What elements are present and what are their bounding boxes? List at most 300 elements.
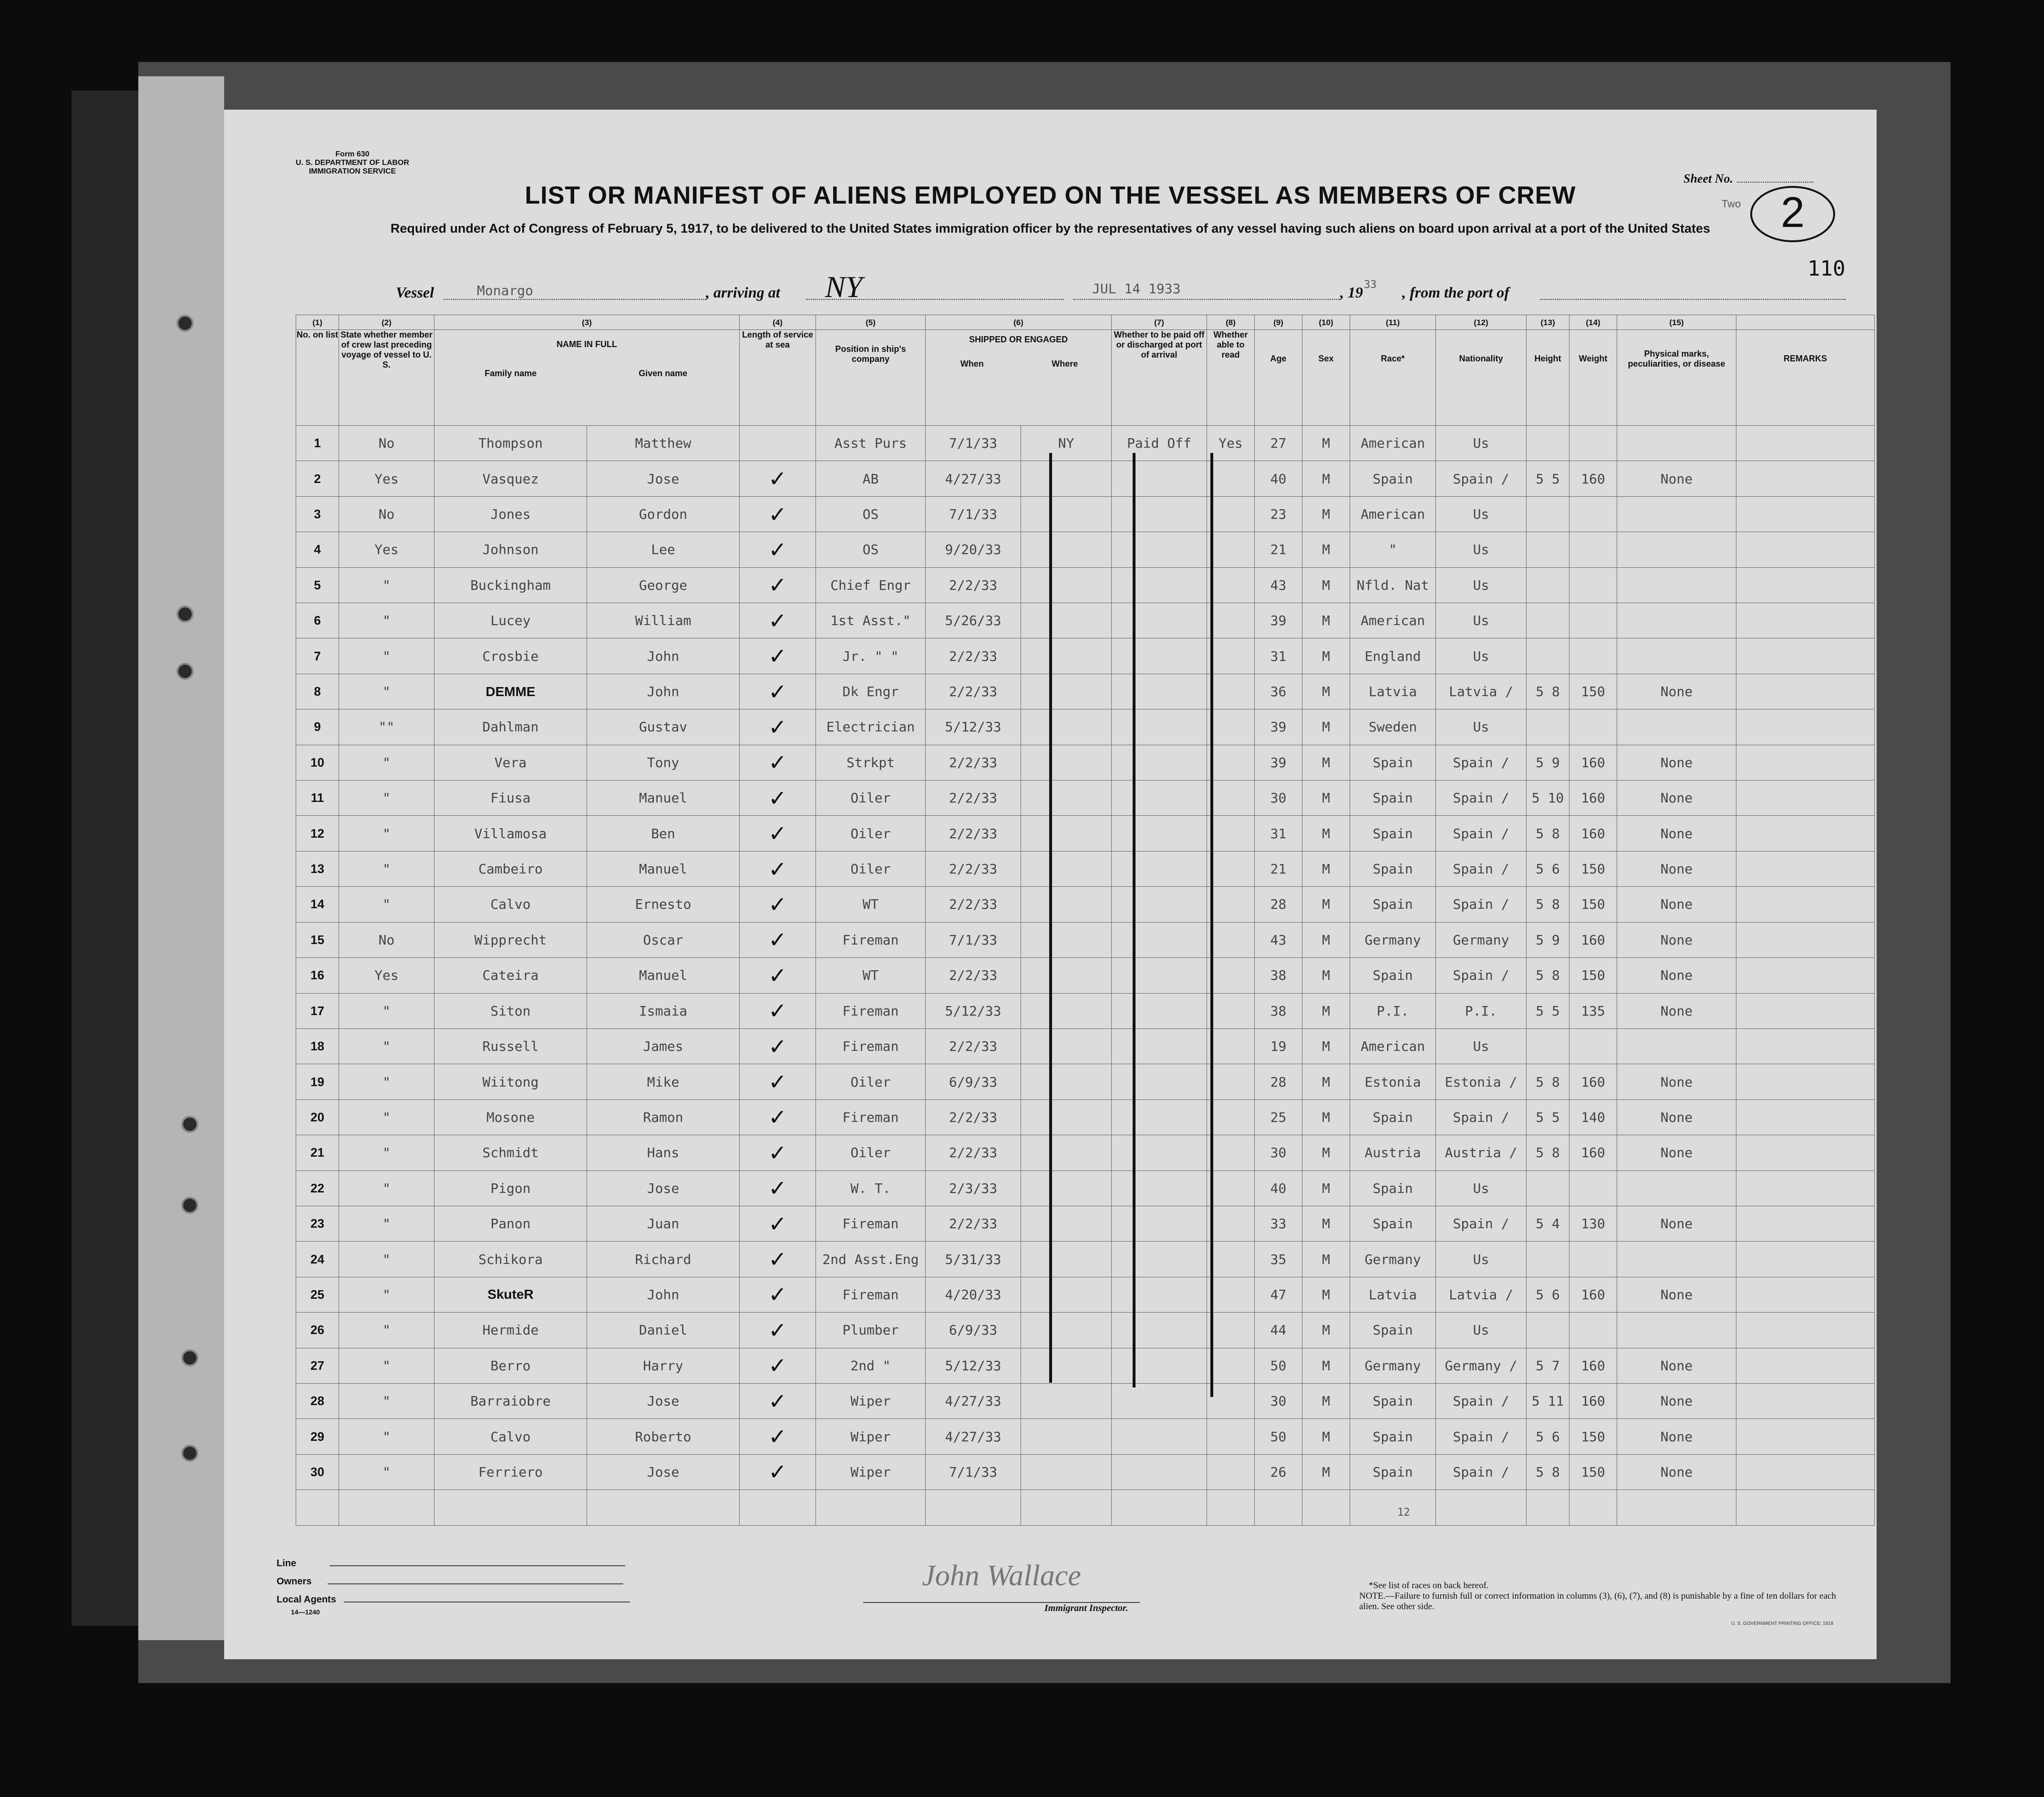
cell-sex: M — [1302, 1028, 1350, 1064]
cell-no: 18 — [296, 1028, 339, 1064]
cell-race: American — [1350, 426, 1436, 461]
table-row — [296, 426, 1875, 461]
cell-read — [1207, 780, 1255, 816]
cell-read — [1207, 1135, 1255, 1171]
cell-prev: " — [339, 816, 434, 851]
cell-prev: " — [339, 638, 434, 674]
binder-hole — [176, 606, 194, 623]
cell-age: 31 — [1255, 638, 1302, 674]
cell-read — [1207, 1064, 1255, 1099]
cell-where — [1021, 922, 1112, 957]
cell-given: Richard — [587, 1242, 740, 1277]
cell-remarks — [1736, 1135, 1875, 1171]
cell-nat: Spain / — [1436, 816, 1527, 851]
cell-weight: 160 — [1569, 1383, 1617, 1418]
cell-where — [1021, 496, 1112, 532]
table-row — [296, 816, 1875, 851]
table-row — [296, 1135, 1875, 1171]
cell-sex: M — [1302, 532, 1350, 567]
binder-hole — [176, 663, 194, 680]
cell-where — [1021, 1028, 1112, 1064]
cell-race: Spain — [1350, 1419, 1436, 1454]
cell-weight: 135 — [1569, 993, 1617, 1028]
cell-race: Germany — [1350, 922, 1436, 957]
header-remarks: REMARKS — [1736, 330, 1875, 426]
cell-marks: None — [1617, 745, 1736, 780]
vessel-line — [396, 270, 1850, 308]
cell-weight: 150 — [1569, 674, 1617, 709]
inspector-label: Immigrant Inspector. — [1044, 1603, 1128, 1613]
cell-service: ✓ — [740, 1383, 816, 1418]
cell-nat: Spain / — [1436, 851, 1527, 886]
cell-prev: " — [339, 1242, 434, 1277]
cell-nat: Us — [1436, 1313, 1527, 1348]
cell-remarks — [1736, 958, 1875, 993]
cell-no: 5 — [296, 567, 339, 603]
cell-blank — [1736, 1490, 1875, 1526]
cell-sex: M — [1302, 1419, 1350, 1454]
cell-given: Lee — [587, 532, 740, 567]
cell-prev: " — [339, 1348, 434, 1383]
cell-paid — [1112, 1242, 1207, 1277]
cell-remarks — [1736, 1313, 1875, 1348]
date-fill-line — [1073, 299, 1340, 300]
cell-given: Ramon — [587, 1099, 740, 1135]
cell-nat: Spain / — [1436, 958, 1527, 993]
header-physical-marks: Physical marks, peculiarities, or disease — [1617, 330, 1736, 426]
cell-position: 1st Asst." — [816, 603, 926, 638]
note-races: *See list of races on back hereof. — [1369, 1581, 1489, 1591]
cell-no: 23 — [296, 1206, 339, 1241]
cell-no: 1 — [296, 426, 339, 461]
cell-paid — [1112, 816, 1207, 851]
cell-where — [1021, 1419, 1112, 1454]
cell-height: 5 9 — [1527, 922, 1569, 957]
header-nationality: Nationality — [1436, 330, 1527, 426]
cell-race: Spain — [1350, 1313, 1436, 1348]
cell-sex: M — [1302, 922, 1350, 957]
cell-prev: " — [339, 1064, 434, 1099]
cell-where: NY — [1021, 426, 1112, 461]
cell-height — [1527, 709, 1569, 745]
binder-hole — [181, 1349, 198, 1366]
cell-prev: Yes — [339, 461, 434, 496]
cell-when: 2/2/33 — [926, 745, 1021, 780]
cell-age: 43 — [1255, 567, 1302, 603]
cell-blank — [1255, 1490, 1302, 1526]
cell-age: 36 — [1255, 674, 1302, 709]
cell-service: ✓ — [740, 1135, 816, 1171]
cell-position: OS — [816, 496, 926, 532]
cell-height — [1527, 1242, 1569, 1277]
cell-no: 13 — [296, 851, 339, 886]
cell-when: 7/1/33 — [926, 922, 1021, 957]
cell-weight — [1569, 709, 1617, 745]
cell-race: Spain — [1350, 958, 1436, 993]
cell-age: 33 — [1255, 1206, 1302, 1241]
cell-read — [1207, 1242, 1255, 1277]
cell-where — [1021, 958, 1112, 993]
cell-given: Jose — [587, 461, 740, 496]
cell-family: Thompson — [434, 426, 587, 461]
cell-paid — [1112, 1348, 1207, 1383]
cell-given: Tony — [587, 745, 740, 780]
cell-service: ✓ — [740, 1277, 816, 1312]
col-num-5: (5) — [816, 315, 926, 330]
cell-remarks — [1736, 1419, 1875, 1454]
cell-nat: Spain / — [1436, 461, 1527, 496]
binder-hole — [181, 1197, 198, 1214]
footer-agents-label: Local Agents — [277, 1594, 336, 1605]
cell-weight: 160 — [1569, 1348, 1617, 1383]
cell-age: 39 — [1255, 709, 1302, 745]
cell-when: 9/20/33 — [926, 532, 1021, 567]
cell-service: ✓ — [740, 603, 816, 638]
cell-weight — [1569, 638, 1617, 674]
cell-when: 2/2/33 — [926, 1206, 1021, 1241]
cell-given: Daniel — [587, 1313, 740, 1348]
cell-age: 19 — [1255, 1028, 1302, 1064]
cell-height — [1527, 1313, 1569, 1348]
cell-prev: " — [339, 1171, 434, 1206]
cell-height — [1527, 1171, 1569, 1206]
cell-where — [1021, 1206, 1112, 1241]
cell-remarks — [1736, 887, 1875, 922]
table-row — [296, 1277, 1875, 1312]
cell-read — [1207, 1099, 1255, 1135]
cell-height: 5 10 — [1527, 780, 1569, 816]
page-number: 110 — [1807, 257, 1846, 281]
cell-service: ✓ — [740, 851, 816, 886]
cell-age: 23 — [1255, 496, 1302, 532]
cell-sex: M — [1302, 461, 1350, 496]
cell-service: ✓ — [740, 1419, 816, 1454]
cell-family: Vera — [434, 745, 587, 780]
cell-family: Cambeiro — [434, 851, 587, 886]
cell-service: ✓ — [740, 958, 816, 993]
cell-nat: Us — [1436, 1242, 1527, 1277]
cell-marks: None — [1617, 958, 1736, 993]
cell-when: 2/2/33 — [926, 638, 1021, 674]
cell-marks — [1617, 1028, 1736, 1064]
cell-family: Ferriero — [434, 1454, 587, 1489]
cell-where — [1021, 887, 1112, 922]
cell-height: 5 7 — [1527, 1348, 1569, 1383]
cell-read — [1207, 745, 1255, 780]
cell-sex: M — [1302, 674, 1350, 709]
cell-race: American — [1350, 496, 1436, 532]
cell-marks: None — [1617, 461, 1736, 496]
ditto-line-where — [1049, 453, 1052, 1383]
cell-marks — [1617, 567, 1736, 603]
cell-marks — [1617, 709, 1736, 745]
cell-read — [1207, 496, 1255, 532]
cell-marks — [1617, 1313, 1736, 1348]
cell-given: Ismaia — [587, 993, 740, 1028]
cell-remarks — [1736, 1348, 1875, 1383]
cell-age: 39 — [1255, 745, 1302, 780]
cell-marks: None — [1617, 674, 1736, 709]
cell-sex: M — [1302, 603, 1350, 638]
cell-weight — [1569, 1242, 1617, 1277]
cell-position: Jr. " " — [816, 638, 926, 674]
cell-weight — [1569, 532, 1617, 567]
cell-race: Spain — [1350, 745, 1436, 780]
cell-service: ✓ — [740, 709, 816, 745]
cell-service: ✓ — [740, 1454, 816, 1489]
cell-remarks — [1736, 674, 1875, 709]
table-row — [296, 922, 1875, 957]
cell-remarks — [1736, 1064, 1875, 1099]
cell-service: ✓ — [740, 1099, 816, 1135]
cell-when: 2/2/33 — [926, 1028, 1021, 1064]
cell-where — [1021, 1135, 1112, 1171]
cell-weight: 160 — [1569, 816, 1617, 851]
cell-read — [1207, 603, 1255, 638]
table-row — [296, 674, 1875, 709]
cell-age: 28 — [1255, 1064, 1302, 1099]
col-num-remarks — [1736, 315, 1875, 330]
cell-position: Wiper — [816, 1454, 926, 1489]
cell-when: 7/1/33 — [926, 496, 1021, 532]
col-num-9: (9) — [1255, 315, 1302, 330]
cell-where — [1021, 1064, 1112, 1099]
binder-hole — [181, 1445, 198, 1462]
col-num-7: (7) — [1112, 315, 1207, 330]
cell-sex: M — [1302, 496, 1350, 532]
cell-weight: 140 — [1569, 1099, 1617, 1135]
cell-weight: 160 — [1569, 745, 1617, 780]
cell-height: 5 8 — [1527, 958, 1569, 993]
cell-where — [1021, 1099, 1112, 1135]
cell-family: Calvo — [434, 1419, 587, 1454]
cell-read — [1207, 1383, 1255, 1418]
cell-read — [1207, 1206, 1255, 1241]
table-row — [296, 603, 1875, 638]
cell-age: 40 — [1255, 461, 1302, 496]
cell-read — [1207, 816, 1255, 851]
cell-remarks — [1736, 426, 1875, 461]
cell-position: Fireman — [816, 1028, 926, 1064]
table-row — [296, 851, 1875, 886]
cell-marks: None — [1617, 1277, 1736, 1312]
binder-hole — [181, 1116, 198, 1133]
cell-weight — [1569, 603, 1617, 638]
column-number-row — [296, 315, 1875, 330]
cell-position: Wiper — [816, 1383, 926, 1418]
arriving-label: , arriving at — [706, 284, 780, 301]
table-row — [296, 1099, 1875, 1135]
cell-family: Buckingham — [434, 567, 587, 603]
cell-read — [1207, 887, 1255, 922]
cell-age: 25 — [1255, 1099, 1302, 1135]
table-row — [296, 638, 1875, 674]
table-row — [296, 567, 1875, 603]
vessel-label: Vessel — [396, 284, 434, 301]
cell-height: 5 5 — [1527, 1099, 1569, 1135]
cell-paid — [1112, 461, 1207, 496]
header-family-name: Family name — [485, 369, 537, 378]
cell-prev: " — [339, 674, 434, 709]
cell-given: Matthew — [587, 426, 740, 461]
cell-no: 24 — [296, 1242, 339, 1277]
cell-race: England — [1350, 638, 1436, 674]
cell-age: 38 — [1255, 993, 1302, 1028]
cell-paid — [1112, 1206, 1207, 1241]
col-num-13: (13) — [1527, 315, 1569, 330]
cell-given: Harry — [587, 1348, 740, 1383]
cell-nat: Spain / — [1436, 1099, 1527, 1135]
cell-weight: 150 — [1569, 887, 1617, 922]
cell-age: 21 — [1255, 532, 1302, 567]
cell-service: ✓ — [740, 816, 816, 851]
cell-service: ✓ — [740, 461, 816, 496]
cell-prev: " — [339, 1135, 434, 1171]
cell-remarks — [1736, 532, 1875, 567]
cell-position: 2nd " — [816, 1348, 926, 1383]
cell-blank — [1527, 1490, 1569, 1526]
cell-remarks — [1736, 1028, 1875, 1064]
header-paid-off: Whether to be paid off or discharged at port of arrival — [1112, 330, 1207, 426]
cell-position: Oiler — [816, 1064, 926, 1099]
header-position: Position in ship's company — [816, 330, 926, 426]
form-identifier — [296, 150, 409, 176]
cell-sex: M — [1302, 426, 1350, 461]
table-row — [296, 1171, 1875, 1206]
cell-read — [1207, 1419, 1255, 1454]
cell-paid — [1112, 1419, 1207, 1454]
cell-given: Manuel — [587, 780, 740, 816]
cell-sex: M — [1302, 1135, 1350, 1171]
table-row — [296, 1419, 1875, 1454]
tally-mark: 12 — [1397, 1507, 1410, 1519]
cell-nat: Spain / — [1436, 780, 1527, 816]
cell-family: Dahlman — [434, 709, 587, 745]
cell-weight — [1569, 1313, 1617, 1348]
cell-given: Oscar — [587, 922, 740, 957]
cell-read — [1207, 709, 1255, 745]
cell-paid — [1112, 780, 1207, 816]
cell-sex: M — [1302, 638, 1350, 674]
vessel-fill-line — [444, 299, 706, 300]
cell-race: Spain — [1350, 816, 1436, 851]
cell-position: OS — [816, 532, 926, 567]
cell-nat: Us — [1436, 426, 1527, 461]
cell-blank — [1021, 1490, 1112, 1526]
cell-paid — [1112, 958, 1207, 993]
cell-prev: " — [339, 1419, 434, 1454]
cell-age: 47 — [1255, 1277, 1302, 1312]
cell-height: 5 9 — [1527, 745, 1569, 780]
table-row — [296, 1206, 1875, 1241]
cell-paid — [1112, 993, 1207, 1028]
cell-paid — [1112, 1454, 1207, 1489]
cell-position: Oiler — [816, 816, 926, 851]
cell-no: 14 — [296, 887, 339, 922]
cell-weight: 150 — [1569, 958, 1617, 993]
cell-age: 31 — [1255, 816, 1302, 851]
binder-margin — [138, 76, 224, 1640]
cell-weight: 150 — [1569, 1419, 1617, 1454]
cell-sex: M — [1302, 1277, 1350, 1312]
cell-read — [1207, 1454, 1255, 1489]
cell-blank — [926, 1490, 1021, 1526]
cell-service: ✓ — [740, 1313, 816, 1348]
cell-family: Pigon — [434, 1171, 587, 1206]
cell-marks — [1617, 603, 1736, 638]
cell-sex: M — [1302, 851, 1350, 886]
footer-fields — [277, 1554, 630, 1615]
cell-height: 5 6 — [1527, 1277, 1569, 1312]
cell-race: Spain — [1350, 1383, 1436, 1418]
cell-marks — [1617, 1171, 1736, 1206]
cell-when: 7/1/33 — [926, 1454, 1021, 1489]
cell-sex: M — [1302, 1171, 1350, 1206]
table-row — [296, 1028, 1875, 1064]
cell-race: Spain — [1350, 461, 1436, 496]
cell-family: Jones — [434, 496, 587, 532]
cell-blank — [1569, 1490, 1617, 1526]
cell-where — [1021, 816, 1112, 851]
cell-remarks — [1736, 1242, 1875, 1277]
scan-edge-strip — [72, 91, 138, 1626]
header-when: When — [960, 359, 984, 369]
cell-when: 5/12/33 — [926, 1348, 1021, 1383]
cell-where — [1021, 1383, 1112, 1418]
cell-given: Ben — [587, 816, 740, 851]
cell-service: ✓ — [740, 674, 816, 709]
table-row — [296, 1313, 1875, 1348]
cell-where — [1021, 567, 1112, 603]
cell-height — [1527, 638, 1569, 674]
cell-no: 10 — [296, 745, 339, 780]
cell-when: 2/2/33 — [926, 887, 1021, 922]
sheet-number-circled: 2 — [1750, 186, 1835, 242]
year-value: 33 — [1364, 279, 1377, 291]
cell-race: Germany — [1350, 1242, 1436, 1277]
table-row — [296, 745, 1875, 780]
cell-prev: " — [339, 1454, 434, 1489]
cell-prev: No — [339, 426, 434, 461]
cell-given: Jose — [587, 1383, 740, 1418]
cell-position: Electrician — [816, 709, 926, 745]
cell-family: DEMME — [434, 674, 587, 709]
note-penalty: NOTE.—Failure to furnish full or correct information in columns (3), (6), (7), and (8) is punishable by a fine of ten dollars for each alien. See other side. — [1359, 1591, 1836, 1612]
cell-weight: 160 — [1569, 461, 1617, 496]
cell-height: 5 6 — [1527, 851, 1569, 886]
header-given-name: Given name — [639, 369, 688, 378]
cell-when: 2/2/33 — [926, 674, 1021, 709]
cell-when: 4/20/33 — [926, 1277, 1021, 1312]
cell-where — [1021, 851, 1112, 886]
cell-read — [1207, 461, 1255, 496]
cell-when: 4/27/33 — [926, 461, 1021, 496]
header-member-previous: State whether member of crew last preceding voyage of vessel to U. S. — [339, 330, 434, 426]
cell-height: 5 8 — [1527, 1454, 1569, 1489]
cell-service: ✓ — [740, 1242, 816, 1277]
cell-height — [1527, 532, 1569, 567]
cell-height: 5 6 — [1527, 1419, 1569, 1454]
cell-age: 30 — [1255, 1383, 1302, 1418]
cell-race: Spain — [1350, 1171, 1436, 1206]
footer-agents-field — [277, 1591, 630, 1609]
cell-height: 5 8 — [1527, 1135, 1569, 1171]
cell-race: Spain — [1350, 1454, 1436, 1489]
form-service: IMMIGRATION SERVICE — [309, 167, 396, 175]
cell-sex: M — [1302, 1383, 1350, 1418]
col-num-1: (1) — [296, 315, 339, 330]
cell-nat: Us — [1436, 496, 1527, 532]
